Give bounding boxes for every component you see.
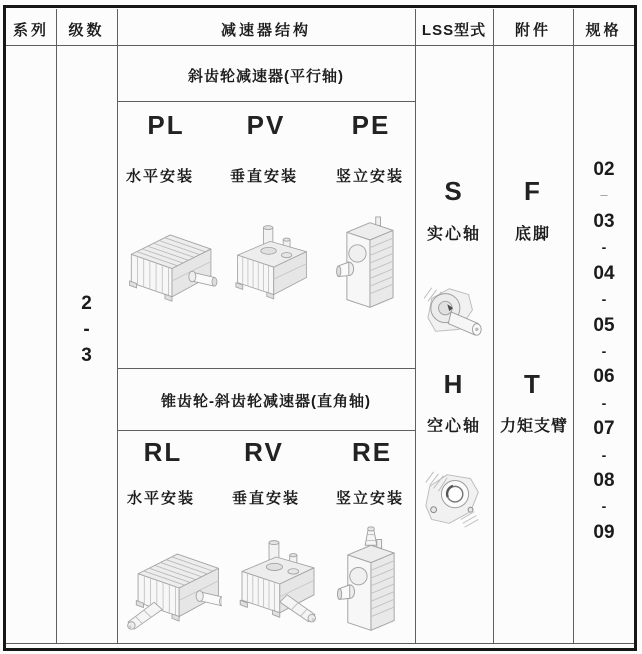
spec-item: 08 — [593, 470, 615, 492]
mount-label-re: 竖立安装 — [335, 490, 404, 507]
header-cell-spec: 规格 — [585, 22, 622, 39]
grid-line — [117, 101, 415, 102]
section-title-parallel-shaft: 斜齿轮减速器(平行轴) — [188, 68, 344, 85]
accessory-code-foot: F — [524, 176, 542, 206]
reducer-pv-image — [229, 217, 315, 307]
model-code-pv: PV — [246, 110, 286, 140]
spec-item: 07 — [593, 418, 615, 440]
grid-line — [117, 368, 415, 369]
header-cell-lss: LSS型式 — [421, 22, 487, 39]
lss-code-hollow: H — [443, 369, 465, 399]
reducer-pe-image — [335, 215, 403, 315]
grid-line — [6, 45, 634, 46]
stages-value-item: - — [83, 319, 90, 340]
reducer-rv-image — [233, 534, 323, 634]
spec-item: 06 — [593, 366, 615, 388]
stages-value-item: 2 — [81, 293, 92, 314]
lss-label-hollow: 空心轴 — [426, 418, 481, 435]
header-cell-series: 系列 — [12, 22, 49, 39]
spec-separator: - — [601, 446, 607, 463]
header-cell-accessory: 附件 — [514, 22, 551, 39]
mount-label-pv: 垂直安装 — [229, 168, 298, 185]
grid-line — [117, 9, 118, 644]
spec-item: 05 — [593, 314, 615, 336]
mount-label-pe: 竖立安装 — [335, 168, 404, 185]
accessory-label-torque-arm: 力矩支臂 — [499, 418, 568, 435]
lss-label-solid: 实心轴 — [426, 226, 481, 243]
spec-item: 04 — [593, 262, 615, 284]
mount-label-pl: 水平安装 — [125, 168, 194, 185]
accessory-code-torque-arm: T — [524, 369, 542, 399]
accessory-label-foot: 底脚 — [514, 226, 551, 243]
grid-line — [6, 643, 634, 644]
lss-code-solid: S — [444, 176, 464, 206]
spec-separator: - — [601, 291, 607, 308]
grid-line — [415, 9, 416, 644]
stages-value-item: 3 — [81, 345, 92, 366]
header-cell-structure: 减速器结构 — [220, 22, 311, 39]
spec-separator: - — [601, 498, 607, 515]
reducer-pl-image — [126, 222, 218, 308]
spec-separator: - — [601, 239, 607, 256]
section-title-right-angle: 锥齿轮-斜齿轮减速器(直角轴) — [161, 393, 371, 410]
spec-item: 09 — [593, 521, 615, 543]
model-code-pl: PL — [147, 110, 185, 140]
grid-line — [117, 430, 415, 431]
spec-separator: – — [600, 187, 608, 203]
solid-shaft-image — [420, 281, 492, 341]
model-code-rv: RV — [244, 437, 284, 467]
reducer-rl-image — [122, 540, 222, 636]
model-code-rl: RL — [143, 437, 183, 467]
model-code-re: RE — [351, 437, 393, 467]
mount-label-rv: 垂直安装 — [231, 490, 300, 507]
spec-separator: - — [601, 394, 607, 411]
header-cell-stages: 级数 — [68, 22, 105, 39]
grid-line — [493, 9, 494, 644]
mount-label-rl: 水平安装 — [126, 490, 195, 507]
stages-value — [56, 291, 117, 369]
spec-separator: - — [601, 342, 607, 359]
spec-item: 03 — [593, 210, 615, 232]
model-code-pe: PE — [351, 110, 391, 140]
spec-list — [573, 160, 635, 542]
spec-item: 02 — [593, 159, 615, 180]
hollow-shaft-image — [420, 466, 490, 532]
reducer-re-image — [337, 524, 403, 638]
